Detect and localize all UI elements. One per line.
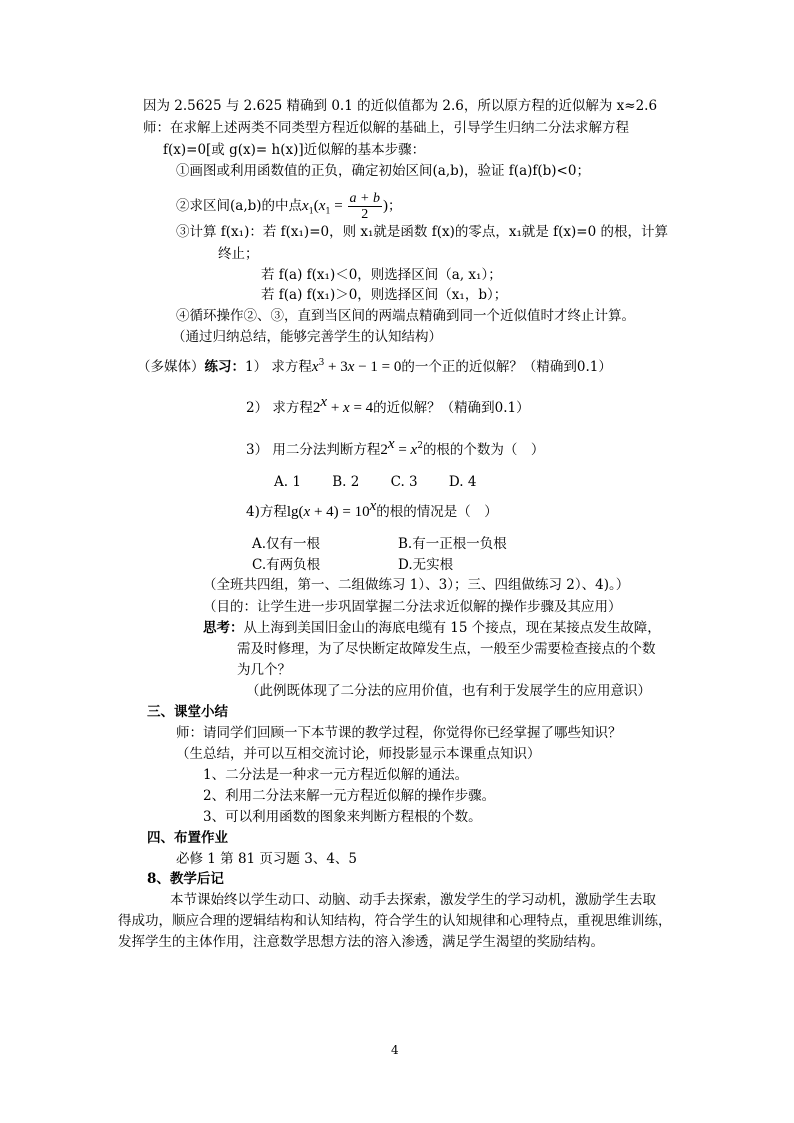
exercise-1-text: 求方程: [271, 359, 312, 375]
eq2-plus: +: [327, 400, 344, 416]
exercise-3-options: A. 1 B. 2 C. 3 D. 4: [274, 474, 477, 490]
exercise-4-text: 方程: [259, 504, 287, 520]
multimedia-label: （多媒体）: [137, 359, 205, 375]
step-3: ③计算 f(x₁)：若 f(x₁)=0，则 x₁就是函数 f(x)的零点，x₁就是 f(x)=0 的根，计算: [176, 224, 668, 240]
thinking-question: [203, 618, 661, 638]
text-line-3: f(x)=0[或 g(x)= h(x)]近似解的基本步骤：: [163, 142, 426, 158]
thinking-label: 思考：: [203, 620, 244, 636]
reflection-line-2: 得成功，顺应合理的逻辑结构和认知结构，符合学生的认知规律和心理特点，重视思维训练，: [118, 913, 672, 929]
exercise-3-text: 用二分法判断方程: [272, 442, 381, 458]
summary-note: （生总结，并可以互相交流讨论，师投影显示本课重点知识）: [176, 746, 541, 762]
option-b: B.有一正根一负根: [398, 536, 507, 552]
note-summary: （通过归纳总结，能够完善学生的认知结构）: [172, 329, 442, 345]
summary-point-1: 1、二分法是一种求一元方程近似解的通法。: [203, 767, 469, 783]
step-4: ④循环操作②、③，直到当区间的两端点精确到同一个近似值时才终止计算。: [176, 308, 635, 324]
thinking-cont-1: 需及时修理，为了尽快断定故障发生点，一般至少需要检查接点的个数: [237, 641, 656, 657]
exercise-3-end: 的根的个数为（ ）: [422, 442, 545, 458]
eq2-base: 2: [312, 400, 321, 416]
paren-close: ): [382, 198, 388, 214]
exercise-2: [246, 393, 530, 418]
eq3-x: x: [410, 442, 418, 458]
eq3-base: 2: [380, 442, 388, 458]
step-3-cont: 终止；: [218, 246, 259, 262]
paren-open: (: [313, 198, 319, 214]
midpoint-var-2: x: [318, 198, 326, 214]
eq4-sup: x: [369, 497, 377, 514]
midpoint-sub: 1: [308, 206, 314, 216]
option-a: A.仅有一根: [252, 536, 321, 552]
exercise-3: [246, 435, 545, 460]
eq3-sup2: 2: [417, 440, 423, 451]
eq1-x: x: [311, 359, 319, 375]
step-3-case-a: 若 f(a) f(x₁)＜0，则选择区间（a, x₁）；: [261, 267, 502, 283]
step-2: [176, 186, 401, 226]
homework-text: 必修 1 第 81 页习题 3、4、5: [176, 851, 357, 867]
step-1: ①画图或利用函数值的正负，确定初始区间(a,b)，验证 f(a)f(b)<0；: [176, 163, 590, 179]
exercise-label: 练习：: [204, 359, 245, 375]
fraction-denominator: 2: [361, 207, 369, 222]
exercise-2-end: 的近似解？（精确到0.1）: [373, 400, 530, 416]
eq1-mid: + 3: [324, 359, 348, 375]
eq1-tail: − 1 = 0: [354, 359, 402, 375]
step-3-case-b: 若 f(a) f(x₁)＞0，则选择区间（x₁，b）；: [261, 287, 508, 303]
summary-question: 师：请同学们回顾一下本节课的教学过程，你觉得你已经掌握了哪些知识？: [176, 725, 622, 741]
eq1-x2: x: [347, 359, 355, 375]
summary-point-2: 2、利用二分法来解一元方程近似解的操作步骤。: [203, 788, 496, 804]
exercise-2-num: 2）: [246, 400, 269, 416]
thinking-cont-2: 为几个？: [237, 662, 291, 678]
summary-point-3: 3、可以利用函数的图象来判断方程根的个数。: [203, 809, 482, 825]
section-homework-heading: 四、布置作业: [147, 830, 228, 846]
step-2-text: ②求区间(a,b)的中点: [176, 198, 303, 214]
eq4-mid: + 4) = 10: [310, 504, 370, 520]
exercise-1-num: 1）: [245, 359, 268, 375]
section-summary-heading: 三、课堂小结: [147, 704, 228, 720]
exercise-2-text: 求方程: [272, 400, 313, 416]
text-line-2: 师：在求解上述两类不同类型方程近似解的基础上，引导学生归纳二分法求解方程: [143, 120, 629, 136]
exercise-3-num: 3）: [246, 442, 269, 458]
reflection-line-1: 本节课始终以学生动口、动脑、动手去探索，激发学生的学习动机，激励学生去取: [170, 892, 656, 908]
midpoint-sub-2: 1: [325, 206, 331, 216]
eq3-eq: =: [394, 442, 411, 458]
eq2-x: x: [343, 400, 350, 416]
equals-sign: =: [330, 198, 347, 214]
eq4-x: x: [303, 504, 311, 520]
purpose-note: （目的：让学生进一步巩固掌握二分法求近似解的操作步骤及其应用）: [203, 599, 622, 615]
midpoint-var: x: [302, 198, 309, 214]
reflection-line-3: 发挥学生的主体作用，注意数学思想方法的溶入渗透，满足学生渴望的奖励结构。: [118, 934, 604, 950]
eq2-sup: x: [320, 393, 328, 410]
eq2-tail: = 4: [349, 400, 374, 416]
eq1-sup: 3: [318, 357, 325, 368]
option-d: D.无实根: [398, 557, 454, 573]
section-reflection-heading: 8、教学后记: [147, 871, 224, 887]
eq4-lg: lg(: [286, 504, 304, 520]
fraction-numerator: a + b: [349, 191, 380, 206]
eq3-sup: x: [387, 435, 395, 452]
exercise-4-num: 4): [246, 504, 260, 520]
group-assignment: （全班共四组，第一、二组做练习 1）、3）；三、四组做练习 2）、4)。）: [203, 577, 630, 593]
thinking-note: （此例既体现了二分法的应用价值，也有利于发展学生的应用意识）: [246, 683, 651, 699]
text-line-1: 因为 2.5625 与 2.625 精确到 0.1 的近似值都为 2.6，所以原方程的近似解为 x≈2.6: [143, 98, 658, 114]
exercise-4: [246, 497, 498, 522]
step-2-end: ；: [387, 198, 402, 214]
option-c: C.有两负根: [252, 557, 321, 573]
exercise-1-end: 的一个正的近似解？（精确到0.1）: [401, 359, 612, 375]
page-number: 4: [391, 1043, 399, 1057]
thinking-text: 从上海到美国旧金山的海底电缆有 15 个接点，现在某接点发生故障，: [243, 620, 661, 636]
exercise-4-end: 的根的情况是（ ）: [376, 504, 498, 520]
exercise-1: [137, 357, 612, 377]
midpoint-fraction: [348, 191, 382, 222]
